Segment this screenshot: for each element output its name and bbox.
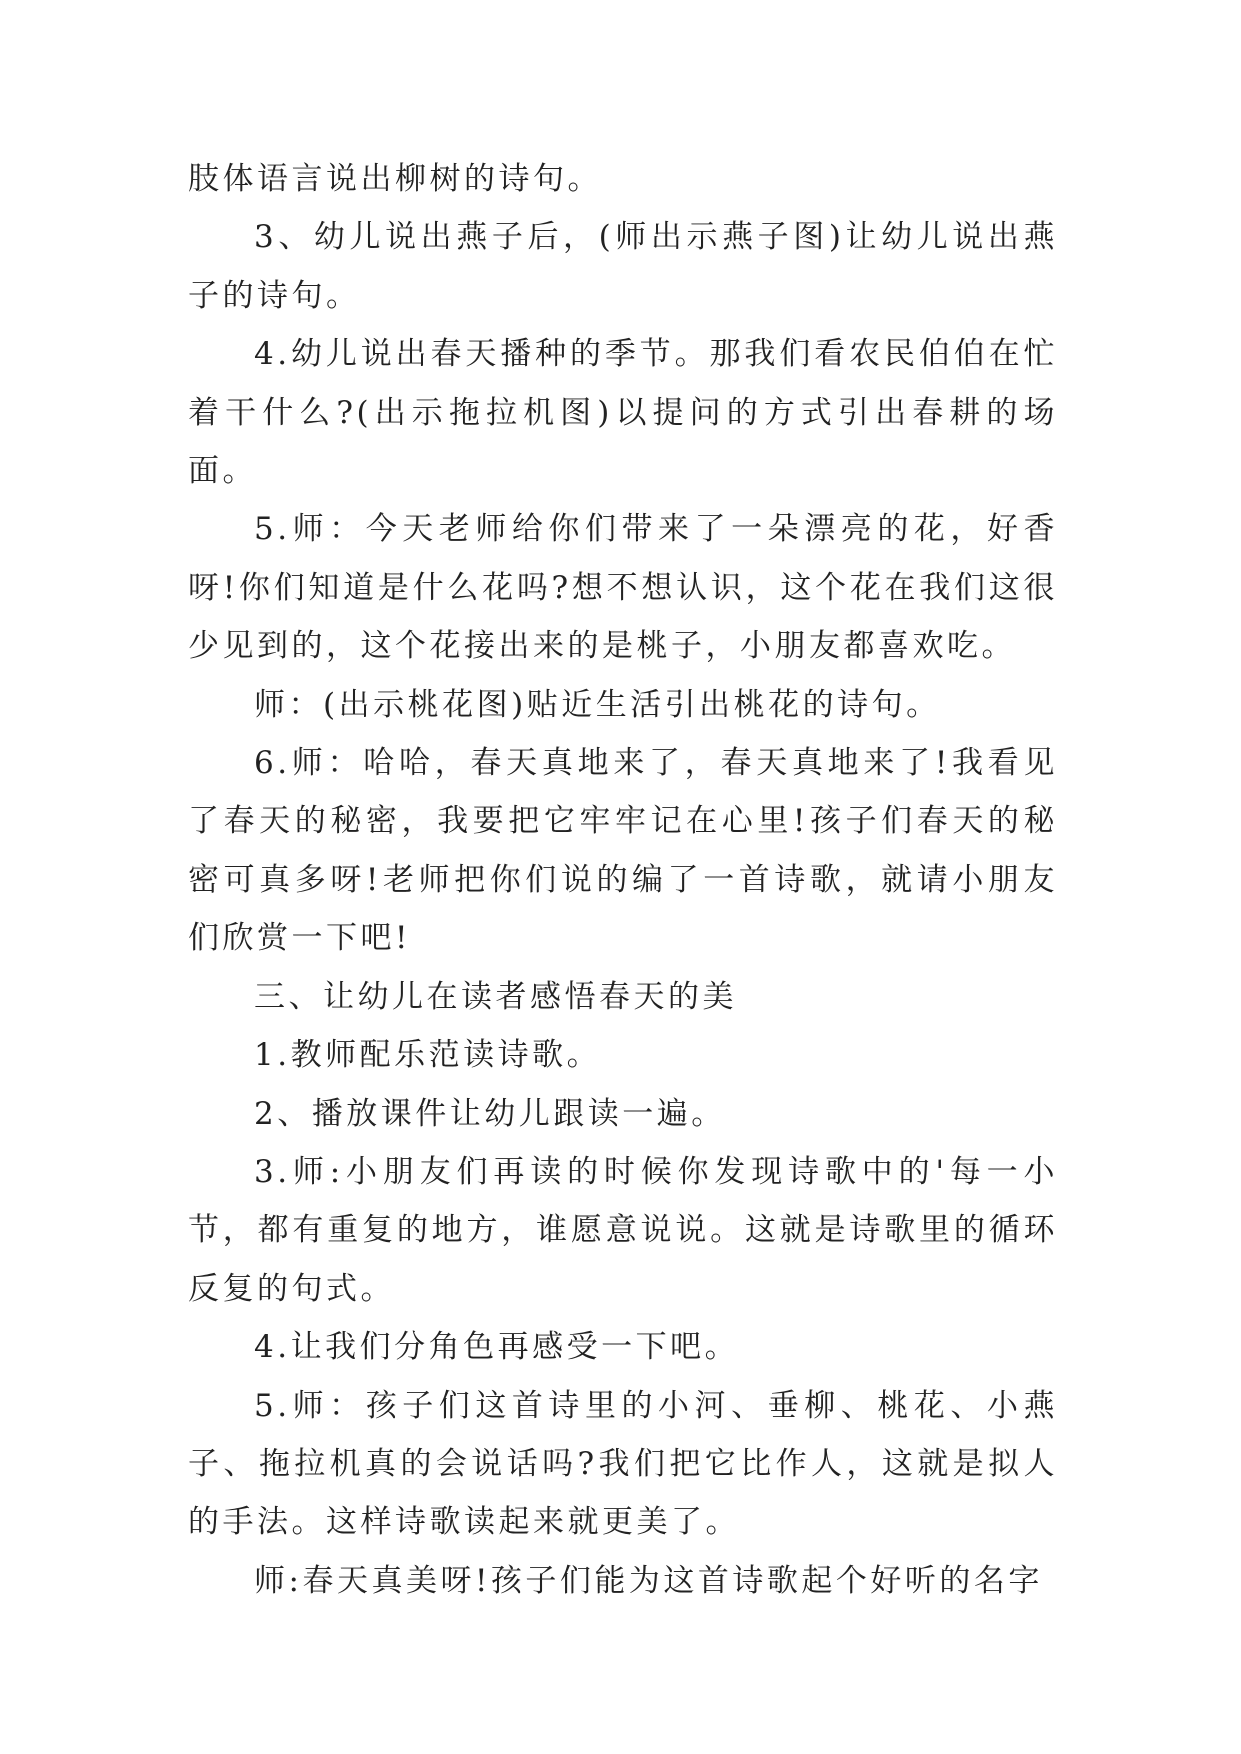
paragraph-8: 1.教师配乐范读诗歌。 — [254, 1037, 602, 1074]
document-body — [188, 150, 1058, 1610]
paragraph-10: 3.师:小朋友们再读的时候你发现诗歌中的'每一小节，都有重复的地方，谁愿意说说。这就是诗歌里的循环反复的句式。 — [188, 1153, 1058, 1307]
paragraph-1: 肢体语言说出柳树的诗句。 — [188, 161, 602, 197]
paragraph-9: 2、播放课件让幼儿跟读一遍。 — [254, 1095, 726, 1132]
paragraph-12: 5.师：孩子们这首诗里的小河、垂柳、桃花、小燕子、拖拉机真的会说话吗?我们把它比作人，这就是拟人的手法。这样诗歌读起来就更美了。 — [188, 1387, 1058, 1541]
paragraph-6: 6.师：哈哈，春天真地来了，春天真地来了!我看见了春天的秘密，我要把它牢牢记在心里!孩子们春天的秘密可真多呀!老师把你们说的编了一首诗歌，就请小朋友们欣赏一下吧! — [188, 745, 1058, 957]
paragraph-3: 4.幼儿说出春天播种的季节。那我们看农民伯伯在忙着干什么?(出示拖拉机图)以提问的方式引出春耕的场面。 — [188, 336, 1058, 490]
paragraph-5: 师：(出示桃花图)贴近生活引出桃花的诗句。 — [254, 686, 941, 723]
paragraph-11: 4.让我们分角色再感受一下吧。 — [254, 1329, 740, 1366]
paragraph-13: 师:春天真美呀!孩子们能为这首诗歌起个好听的名字 — [254, 1562, 1043, 1599]
section-heading-3: 三、让幼儿在读者感悟春天的美 — [254, 978, 737, 1015]
paragraph-2: 3、幼儿说出燕子后，(师出示燕子图)让幼儿说出燕子的诗句。 — [188, 219, 1058, 314]
paragraph-4: 5.师：今天老师给你们带来了一朵漂亮的花，好香呀!你们知道是什么花吗?想不想认识，这个花在我们这很少见到的，这个花接出来的是桃子，小朋友都喜欢吃。 — [188, 511, 1058, 665]
